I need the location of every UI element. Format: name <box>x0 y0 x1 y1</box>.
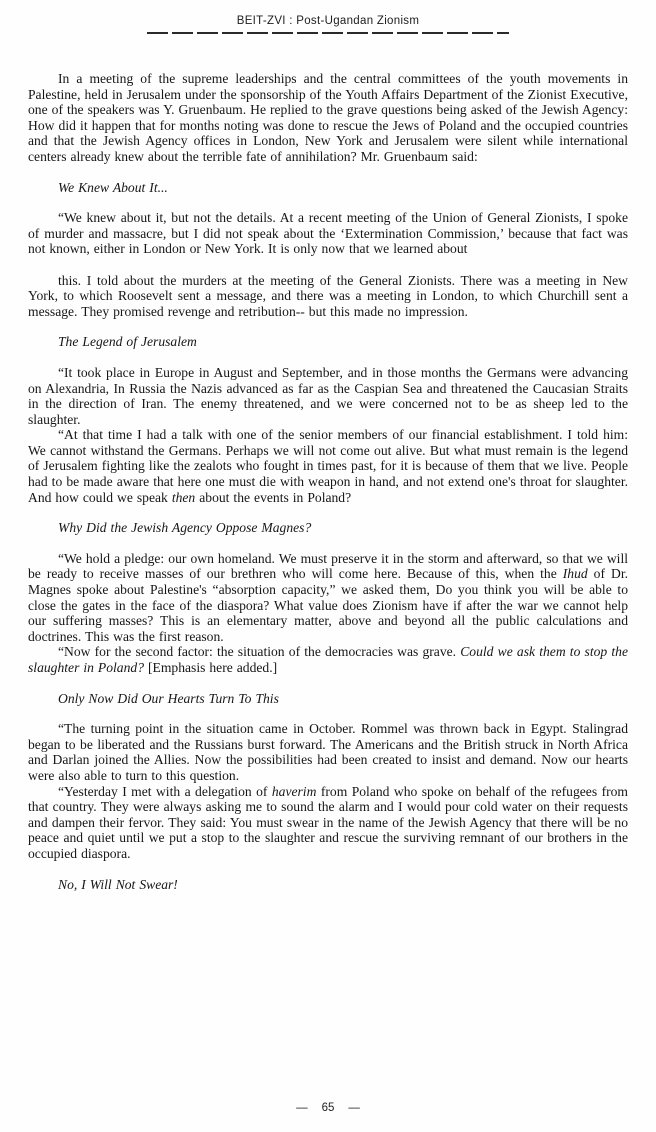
text-run: In a meeting of the supreme leaderships and the central committees of the youth movements in Palestine, held in Jerusalem under the sponsorship of the Youth Affairs Department of the Zionist Executive, one of the speakers was Y. Gruenbaum. He replied to the grave questions being asked of the Jewish Agency: How did it happen that for months noting was done to rescue the Jews of Poland and the occupied countries and that the Jewish Agency offices in London, New York and Jerusalem were silent while international centers already knew about the terrible fate of annihilation? Mr. Gruenbaum said: <box>28 71 628 164</box>
italic-text-run: No, I Will Not Swear! <box>58 876 178 892</box>
text-run: [Emphasis here added.] <box>144 660 278 675</box>
text-run: “The turning point in the situation came in October. Rommel was thrown back in Egypt. Stalingrad began to be liberated and the Russians burst forward. The Americans and the British struck in North Africa and Darlan joined the Allies. Now the possibilities had been created to insist and demand. Now our hearts were also able to turn to this question. <box>28 721 628 783</box>
italic-text-run: We Knew About It... <box>58 179 168 195</box>
text-run: “Now for the second factor: the situation of the democracies was grave. <box>58 644 461 660</box>
header-rule-divider <box>147 32 509 34</box>
text-run: “It took place in Europe in August and September, and in those months the Germans were advancing on Alexandria, In Russia the Nazis advanced as far as the Caspian Sea and threatened the Caucasian Straits in the direction of Iran. The enemy threatened, and we were concerned not to be as sheep led to the slaughter. <box>28 364 628 427</box>
text-run: of Dr. Magnes spoke about Palestine's “absorption capacity,” we asked them, Do you think you will be able to close the gates in the face of the diaspora? What value does Zionism have if after the war we cannot help our suffering masses? This is an elementary matter, above and beyond all the public calculations and doctrines. This was the first reason. <box>28 566 629 644</box>
footer-left-dash: — <box>296 1102 308 1114</box>
italic-text-run: then <box>171 489 196 505</box>
text-run: about the events in Poland? <box>195 489 352 505</box>
text-run: this. I told about the murders at the meeting of the General Zionists. There was a meeting in New York, to which Roosevelt sent a message, and there was a meeting in London, to which Churchill sent a message. They promised revenge and retribution-- but this made no impression. <box>28 272 628 319</box>
section-heading <box>28 520 628 536</box>
body-paragraph <box>28 427 628 505</box>
section-heading <box>28 334 628 350</box>
text-run: from Poland who spoke on behalf of the refugees from that country. They were always asking me to sound the alarm and I would pour cold water on their requests and dampen their fervor. They said: You must swear in the name of the Jewish Agency that there will be no peace and quiet until we put a stop to the slaughter and rescue the surviving remnant of our brothers in the occupied diaspora. <box>28 783 628 861</box>
running-header: BEIT-ZVI : Post-Ugandan Zionism <box>236 15 420 27</box>
body-paragraph <box>28 71 628 165</box>
section-heading <box>28 691 628 707</box>
document-body <box>28 71 628 892</box>
section-heading <box>28 877 628 893</box>
body-paragraph <box>28 365 628 427</box>
page-footer <box>0 1102 656 1114</box>
text-run: “We knew about it, but not the details. At a recent meeting of the Union of General Zionists, I spoke of murder and massacre, but I did not speak about the ‘Extermination Commission,’ because that fact was not known, either in London or New York. It is only now that we learned about <box>28 210 628 257</box>
italic-text-run: Could we ask them to stop the slaughter in Poland? <box>28 644 628 675</box>
italic-text-run: Only Now Did Our Hearts Turn To This <box>58 690 279 706</box>
body-paragraph <box>28 551 628 645</box>
text-run: “At that time I had a talk with one of the senior members of our financial establishment. I told him: We cannot withstand the Germans. Perhaps we will not come out alive. But what must remain is the legend of Jerusalem fighting like the zealots who fought in times past, for it is because of them that we live. People had to be made aware that here one must die with weapon in hand, and not extend one's throat for slaughter. And how could we speak <box>28 427 628 505</box>
page-number: 65 <box>321 1102 335 1114</box>
italic-text-run: Ihud <box>562 566 588 582</box>
italic-text-run: Why Did the Jewish Agency Oppose Magnes? <box>58 520 312 536</box>
body-paragraph <box>28 644 628 675</box>
body-paragraph <box>28 721 628 783</box>
body-paragraph <box>28 784 628 862</box>
italic-text-run: The Legend of Jerusalem <box>58 334 197 350</box>
body-paragraph <box>28 273 628 320</box>
italic-text-run: haverim <box>271 783 317 799</box>
section-heading <box>28 180 628 196</box>
text-run: “Yesterday I met with a delegation of <box>58 783 272 799</box>
body-paragraph <box>28 210 628 257</box>
text-run: “We hold a pledge: our own homeland. We must preserve it in the storm and afterward, so that we will be ready to receive masses of our brethren who will come here. Because of this, when the <box>28 550 628 582</box>
footer-right-dash: — <box>348 1102 360 1114</box>
